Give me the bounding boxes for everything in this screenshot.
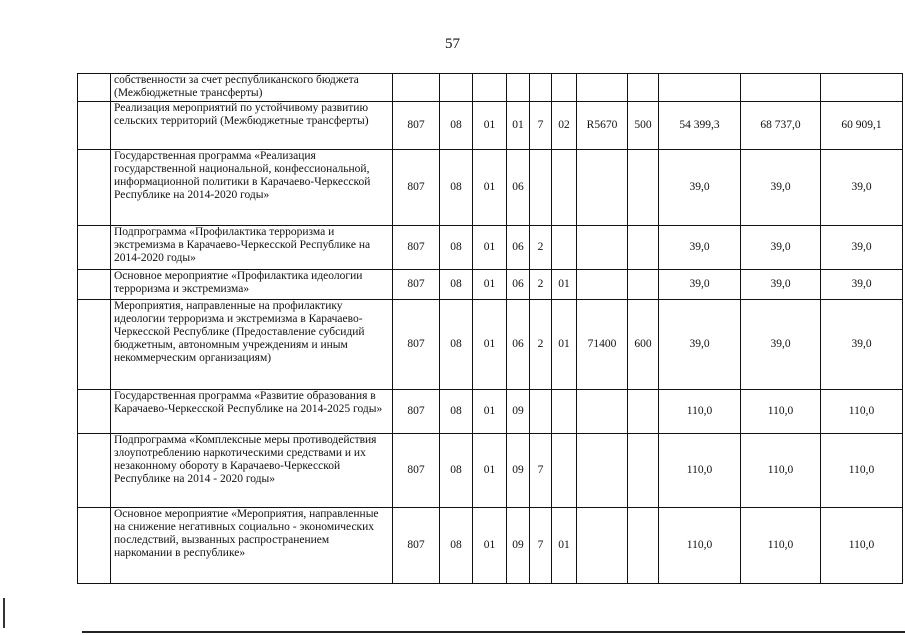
direction-code [577, 508, 628, 584]
event-code [552, 390, 577, 434]
year3-amount: 39,0 [821, 226, 903, 270]
direction-code [577, 390, 628, 434]
row-description: Мероприятия, направленные на профилактику идеологии терроризма и экстремизма в Карачаево-Черкесской Республике (Предоставление субсидий бюджетным, автономным учреждениям и иным некоммерческим организациям) [111, 300, 393, 390]
row-description: Государственная программа «Реализация государственной национальной, конфессиональной, информационной политики в Карачаево-Черкесской Республике на 2014-2020 годы» [111, 150, 393, 226]
program-code [507, 74, 530, 102]
ministry-code: 807 [393, 434, 440, 508]
section-code: 08 [440, 102, 473, 150]
subprogram-code: 2 [530, 226, 552, 270]
table-row [78, 390, 903, 434]
ministry-code: 807 [393, 226, 440, 270]
subsection-code: 01 [473, 150, 507, 226]
event-code: 01 [552, 508, 577, 584]
year1-amount: 110,0 [659, 508, 741, 584]
year2-amount: 39,0 [741, 150, 821, 226]
row-blank-cell [78, 300, 111, 390]
row-description: Подпрограмма «Комплексные меры противодействия злоупотреблению наркотическими средствами и их незаконному обороту в Карачаево-Черкесской Республике на 2014 - 2020 годы» [111, 434, 393, 508]
expense-type-code: 600 [628, 300, 659, 390]
program-code: 09 [507, 390, 530, 434]
subsection-code [473, 74, 507, 102]
subprogram-code: 7 [530, 102, 552, 150]
table-row [78, 74, 903, 102]
subsection-code: 01 [473, 270, 507, 300]
program-code: 06 [507, 270, 530, 300]
table-body [78, 74, 903, 584]
direction-code [577, 270, 628, 300]
year3-amount: 60 909,1 [821, 102, 903, 150]
subsection-code: 01 [473, 226, 507, 270]
year3-amount: 39,0 [821, 150, 903, 226]
year3-amount: 39,0 [821, 270, 903, 300]
row-blank-cell [78, 390, 111, 434]
subprogram-code [530, 150, 552, 226]
section-code: 08 [440, 390, 473, 434]
subprogram-code: 7 [530, 434, 552, 508]
year2-amount [741, 74, 821, 102]
scan-edge-mark [3, 598, 5, 628]
subsection-code: 01 [473, 102, 507, 150]
row-blank-cell [78, 102, 111, 150]
subprogram-code: 7 [530, 508, 552, 584]
bottom-border-line [82, 631, 905, 633]
table-row [78, 102, 903, 150]
ministry-code: 807 [393, 150, 440, 226]
year2-amount: 39,0 [741, 270, 821, 300]
program-code: 09 [507, 508, 530, 584]
subprogram-code: 2 [530, 270, 552, 300]
expense-type-code [628, 74, 659, 102]
year2-amount: 110,0 [741, 434, 821, 508]
expense-type-code [628, 226, 659, 270]
subsection-code: 01 [473, 434, 507, 508]
subprogram-code [530, 74, 552, 102]
direction-code [577, 150, 628, 226]
program-code: 06 [507, 226, 530, 270]
table-row [78, 270, 903, 300]
expense-type-code [628, 150, 659, 226]
ministry-code: 807 [393, 102, 440, 150]
event-code [552, 434, 577, 508]
section-code: 08 [440, 300, 473, 390]
row-description: Основное мероприятие «Мероприятия, направленные на снижение негативных социально - экономических последствий, вызванных распространением наркомании в республике» [111, 508, 393, 584]
year1-amount: 110,0 [659, 434, 741, 508]
year2-amount: 110,0 [741, 508, 821, 584]
year2-amount: 39,0 [741, 226, 821, 270]
year3-amount: 39,0 [821, 300, 903, 390]
direction-code: 71400 [577, 300, 628, 390]
year2-amount: 110,0 [741, 390, 821, 434]
row-blank-cell [78, 74, 111, 102]
program-code: 09 [507, 434, 530, 508]
ministry-code: 807 [393, 390, 440, 434]
subsection-code: 01 [473, 508, 507, 584]
budget-table [77, 73, 903, 584]
row-blank-cell [78, 508, 111, 584]
direction-code: R5670 [577, 102, 628, 150]
row-description: Подпрограмма «Профилактика терроризма и экстремизма в Карачаево-Черкесской Республике на 2014-2020 годы» [111, 226, 393, 270]
year3-amount: 110,0 [821, 508, 903, 584]
event-code: 02 [552, 102, 577, 150]
table-row [78, 226, 903, 270]
event-code [552, 226, 577, 270]
event-code [552, 150, 577, 226]
ministry-code: 807 [393, 270, 440, 300]
section-code: 08 [440, 270, 473, 300]
subprogram-code: 2 [530, 300, 552, 390]
direction-code [577, 226, 628, 270]
row-description: собственности за счет республиканского бюджета (Межбюджетные трансферты) [111, 74, 393, 102]
page-number: 57 [445, 36, 460, 52]
direction-code [577, 434, 628, 508]
year1-amount: 39,0 [659, 226, 741, 270]
expense-type-code: 500 [628, 102, 659, 150]
expense-type-code [628, 434, 659, 508]
event-code: 01 [552, 270, 577, 300]
section-code: 08 [440, 150, 473, 226]
year1-amount: 39,0 [659, 150, 741, 226]
section-code: 08 [440, 434, 473, 508]
subsection-code: 01 [473, 390, 507, 434]
table-row [78, 434, 903, 508]
year3-amount: 110,0 [821, 390, 903, 434]
program-code: 06 [507, 300, 530, 390]
year3-amount [821, 74, 903, 102]
ministry-code: 807 [393, 300, 440, 390]
table-row [78, 508, 903, 584]
row-blank-cell [78, 226, 111, 270]
table-row [78, 300, 903, 390]
year1-amount [659, 74, 741, 102]
year1-amount: 39,0 [659, 300, 741, 390]
year2-amount: 68 737,0 [741, 102, 821, 150]
section-code: 08 [440, 226, 473, 270]
subprogram-code [530, 390, 552, 434]
year1-amount: 110,0 [659, 390, 741, 434]
event-code: 01 [552, 300, 577, 390]
year3-amount: 110,0 [821, 434, 903, 508]
row-description: Основное мероприятие «Профилактика идеологии терроризма и экстремизма» [111, 270, 393, 300]
expense-type-code [628, 508, 659, 584]
row-blank-cell [78, 150, 111, 226]
table-row [78, 150, 903, 226]
year1-amount: 54 399,3 [659, 102, 741, 150]
section-code: 08 [440, 508, 473, 584]
program-code: 06 [507, 150, 530, 226]
program-code: 01 [507, 102, 530, 150]
direction-code [577, 74, 628, 102]
year1-amount: 39,0 [659, 270, 741, 300]
row-description: Государственная программа «Развитие образования в Карачаево-Черкесской Республике на 2014-2025 годы» [111, 390, 393, 434]
row-blank-cell [78, 434, 111, 508]
expense-type-code [628, 270, 659, 300]
event-code [552, 74, 577, 102]
row-description: Реализация мероприятий по устойчивому развитию сельских территорий (Межбюджетные трансферты) [111, 102, 393, 150]
expense-type-code [628, 390, 659, 434]
year2-amount: 39,0 [741, 300, 821, 390]
ministry-code [393, 74, 440, 102]
ministry-code: 807 [393, 508, 440, 584]
section-code [440, 74, 473, 102]
row-blank-cell [78, 270, 111, 300]
subsection-code: 01 [473, 300, 507, 390]
